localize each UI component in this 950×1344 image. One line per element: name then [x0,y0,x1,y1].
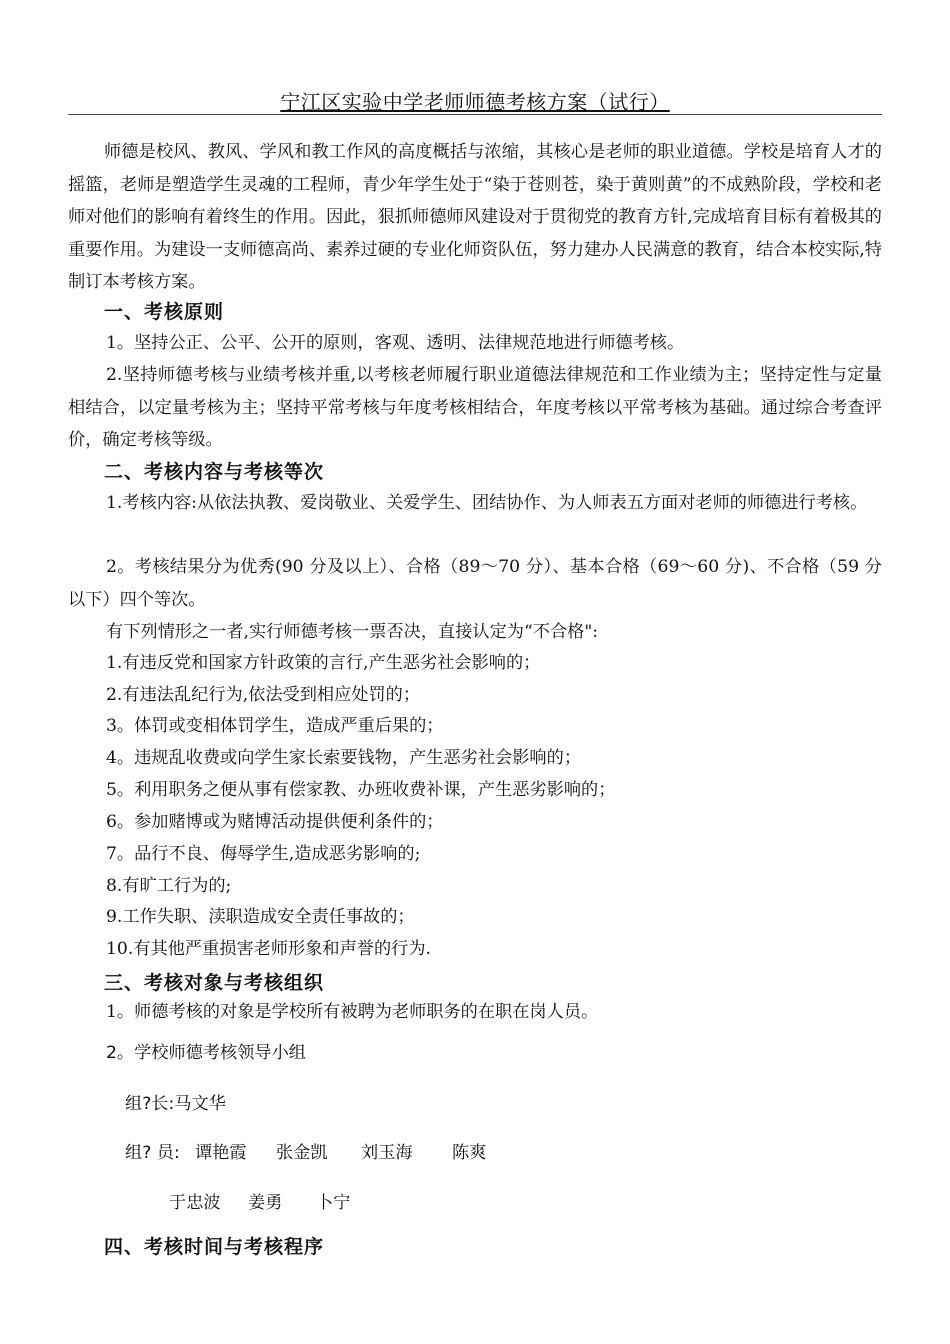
section3-heading: 三、考核对象与考核组织 [104,972,325,994]
member-name: 张金凯 [276,1143,328,1163]
section1-heading: 一、考核原则 [104,301,225,323]
veto-item: 1.有违反党和国家方针政策的言行,产生恶劣社会影响的； [106,653,541,673]
veto-item: 10.有其他严重损害老师形象和声誉的行为. [106,939,431,959]
member-name: 于忠波 [169,1193,221,1213]
leader-line: 组?长:马文华 [125,1094,226,1114]
section2-item1: 1.考核内容:从依法执教、爱岗敬业、关爱学生、团结协作、为人师表五方面对老师的师德进行考核。 [106,493,868,513]
veto-item: 4。违规乱收费或向学生家长索要钱物，产生恶劣社会影响的； [106,748,582,768]
member-name: 刘玉海 [361,1143,413,1163]
section4-heading: 四、考核时间与考核程序 [104,1236,325,1258]
section1-item2: 2.坚持师德考核与业绩考核并重,以考核老师履行职业道德法律规范和工作业绩为主；坚持定性与定量相结合，以定量考核为主；坚持平常考核与年度考核相结合，年度考核以平常考核为基础。通过综合考查评价，确定考核等级。 [68,365,882,450]
veto-item: 3。体罚或变相体罚学生，造成严重后果的； [106,716,444,736]
veto-item: 7。品行不良、侮辱学生,造成恶劣影响的; [106,844,421,864]
section3-item1: 1。师德考核的对象是学校所有被聘为老师职务的在职在岗人员。 [106,1002,599,1022]
intro-paragraph: 师德是校风、教风、学风和教工作风的高度概括与浓缩，其核心是老师的职业道德。学校是培育人才的摇篮，老师是塑造学生灵魂的工程师，青少年学生处于“染于苍则苍，染于黄则黄”的不成熟阶段，学校和老师对他们的影响有着终生的作用。因此，狠抓师德师风建设对于贯彻党的教育方针,完成培育目标有着极其的重要作用。为建设一支师德高尚、素养过硬的专业化师资队伍，努力建办人民满意的教育，结合本校实际,特制订本考核方案。 [68,142,882,292]
veto-item: 9.工作失职、渎职造成安全责任事故的； [106,907,415,927]
title-rule [68,114,882,115]
member-name: 谭艳霞 [195,1143,247,1163]
veto-item: 8.有旷工行为的; [106,876,232,896]
veto-intro: 有下列情形之一者,实行师德考核一票否决，直接认定为“不合格": [106,622,599,642]
member-name: 卜宁 [316,1193,351,1213]
veto-item: 2.有违法乱纪行为,依法受到相应处罚的； [106,685,421,705]
document-title: 宁江区实验中学老师师德考核方案（试行） [280,90,670,114]
member-name: 陈爽 [452,1143,487,1163]
veto-item: 6。参加赌博或为赌博活动提供便利条件的； [106,812,444,832]
member-name: 姜勇 [248,1193,283,1213]
veto-item: 5。利用职务之便从事有偿家教、办班收费补课，产生恶劣影响的； [106,780,616,800]
section3-item2: 2。学校师德考核领导小组 [106,1043,306,1063]
members-label: 组? 员: [125,1143,180,1163]
section2-item2: 2。考核结果分为优秀(90 分及以上）、合格（89～70 分）、基本合格（69～60 分)、不合格（59 分以下）四个等次。 [68,557,882,610]
section1-item1: 1。坚持公正、公平、公开的原则，客观、透明、法律规范地进行师德考核。 [106,333,685,353]
section2-heading: 二、考核内容与考核等次 [104,461,325,483]
